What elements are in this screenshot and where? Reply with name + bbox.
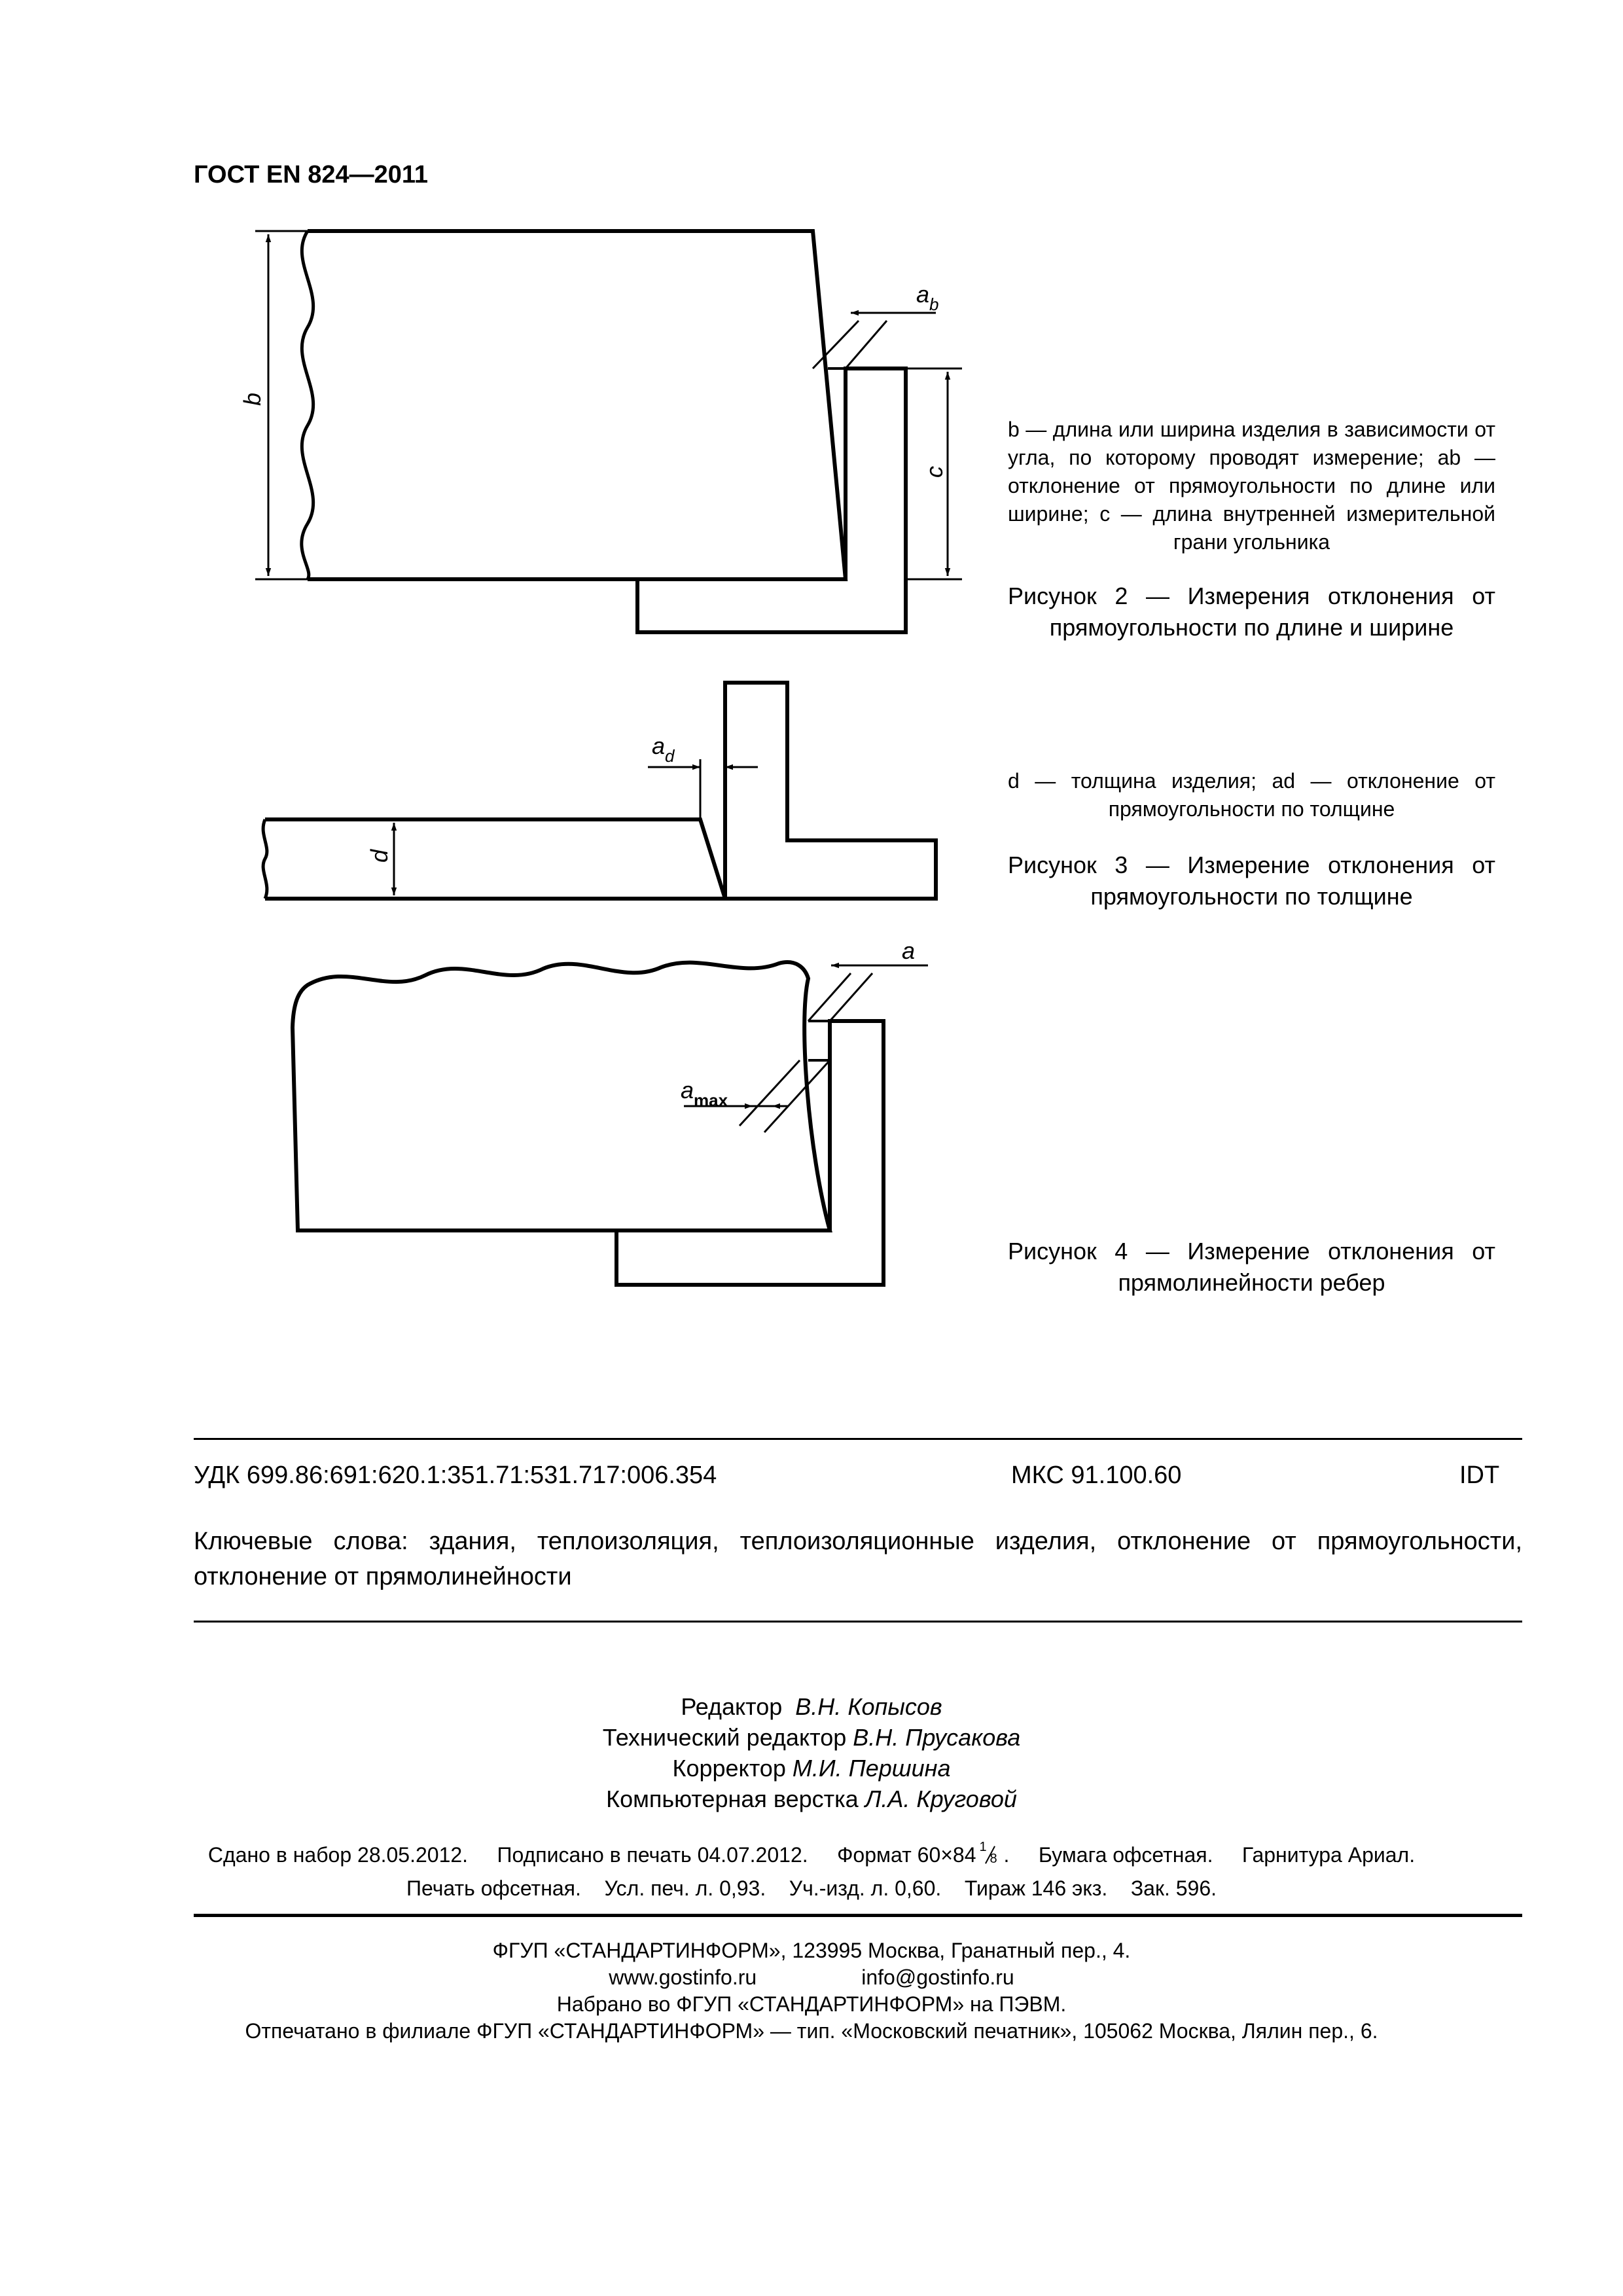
- keywords: Ключевые слова: здания, теплоизоляция, теплоизоляционные изделия, отклонение от прямоугольности, отклонение от прямолинейности: [194, 1528, 1522, 1590]
- fig4-product-outline: [293, 962, 830, 1230]
- pub-format-fraction: [979, 1842, 1001, 1869]
- pub-format-denominator: 8: [990, 1852, 997, 1866]
- pub-format-numerator: 1: [979, 1840, 987, 1854]
- fig4-label-amax: a: [681, 1077, 694, 1103]
- credit-layout-name: Л.А. Круговой: [865, 1785, 1017, 1812]
- fig2-label-c: c: [921, 466, 948, 478]
- fig2-square-tool: [637, 368, 906, 632]
- pub-edition-sheets: Уч.-изд. л. 0,60.: [789, 1876, 942, 1900]
- publication-line-1: Сдано в набор 28.05.2012. Подписано в печать 04.07.2012. Формат 60×84 1 8 . Бумага офсетная. Гарнитура Ариал.: [0, 1842, 1623, 1869]
- fig3-label-a-sub: d: [665, 746, 675, 766]
- credit-corrector: [0, 1755, 1623, 1782]
- fig2-caption: Рисунок 2 — Измерения отклонения от прямоугольности по длине и ширине: [1008, 583, 1495, 641]
- fig2-product-outline: [308, 231, 846, 579]
- pub-sheets: Усл. печ. л. 0,93.: [604, 1876, 766, 1900]
- udk-code: УДК 699.86:691:620.1:351.71:531.717:006.354: [194, 1462, 717, 1489]
- document-header: ГОСТ EN 824—2011: [194, 161, 429, 188]
- figure-3-drawing: [263, 683, 936, 899]
- fig3-product-outline: [265, 819, 725, 899]
- separator-top: [194, 1438, 1522, 1440]
- fig3-label-d: d: [366, 849, 393, 863]
- fig2-label-b: b: [239, 392, 266, 406]
- credit-tech-editor-label: Технический редактор: [602, 1724, 847, 1751]
- credit-corrector-name: М.И. Першина: [792, 1755, 951, 1782]
- footer-address: ФГУП «СТАНДАРТИНФОРМ», 123995 Москва, Гранатный пер., 4.: [492, 1939, 1131, 1962]
- credit-layout: [0, 1785, 1623, 1813]
- credit-editor-name: В.Н. Копысов: [795, 1693, 942, 1720]
- credit-tech-editor-name: В.Н. Прусакова: [853, 1724, 1021, 1751]
- fig4-label-amax-sub: max: [694, 1090, 728, 1110]
- credit-layout-label: Компьютерная верстка: [606, 1785, 859, 1812]
- idt-code: IDT: [1459, 1462, 1500, 1489]
- separator-bottom: [194, 1914, 1522, 1917]
- fig3-caption: Рисунок 3 — Измерение отклонения от прямоугольности по толщине: [1008, 852, 1495, 910]
- pub-submitted: Сдано в набор 28.05.2012.: [207, 1843, 469, 1867]
- fig4-label-a: a: [902, 937, 916, 964]
- pub-paper: Бумага офсетная.: [1038, 1843, 1213, 1867]
- footer-contacts: [0, 1965, 1623, 1990]
- pub-print: Печать офсетная.: [406, 1876, 581, 1900]
- fig4-square-tool: [616, 1021, 883, 1285]
- fig2-wavy-break: [302, 231, 313, 579]
- fig2-label-a: a: [916, 281, 930, 308]
- fig3-legend: d — толщина изделия; ad — отклонение от прямоугольности по толщине: [1008, 769, 1495, 821]
- fig2-label-a-sub: b: [929, 295, 939, 314]
- fig2-legend: b — длина или ширина изделия в зависимости от угла, по которому проводят измерение; ab — отклонение от прямоугольности по длине или ширине; c — длина внутренней измерительной грани угольника: [1008, 418, 1495, 554]
- publication-line-2: [0, 1876, 1623, 1901]
- pub-format: Формат 60×84: [837, 1843, 976, 1867]
- credit-editor-label: Редактор: [681, 1693, 783, 1720]
- figure-2-drawing: [255, 231, 962, 632]
- fig3-wavy-break: [263, 819, 267, 899]
- footer-printed: Отпечатано в филиале ФГУП «СТАНДАРТИНФОРМ» — тип. «Московский печатник», 105062 Москва, Лялин пер., 6.: [245, 2019, 1378, 2043]
- separator-middle: [194, 1621, 1522, 1623]
- credit-tech-editor: [0, 1724, 1623, 1751]
- footer-email-link[interactable]: info@gostinfo.ru: [861, 1965, 1014, 1989]
- fig4-caption: Рисунок 4 — Измерение отклонения от прямолинейности ребер: [1008, 1238, 1495, 1296]
- pub-run: Тираж 146 экз.: [964, 1876, 1108, 1900]
- credit-editor: [0, 1693, 1623, 1721]
- fig3-label-a: a: [652, 732, 666, 759]
- footer-typeset: Набрано во ФГУП «СТАНДАРТИНФОРМ» на ПЭВМ.: [556, 1992, 1067, 2016]
- pub-signed: Подписано в печать 04.07.2012.: [497, 1843, 808, 1867]
- pub-typeface: Гарнитура Ариал.: [1241, 1843, 1416, 1867]
- fig3-square-tool: [725, 683, 936, 899]
- pub-order: Зак. 596.: [1130, 1876, 1217, 1900]
- figure-4-drawing: [293, 962, 928, 1285]
- credit-corrector-label: Корректор: [672, 1755, 786, 1782]
- footer-website-link[interactable]: www.gostinfo.ru: [609, 1965, 757, 1989]
- mks-code: МКС 91.100.60: [1011, 1462, 1182, 1489]
